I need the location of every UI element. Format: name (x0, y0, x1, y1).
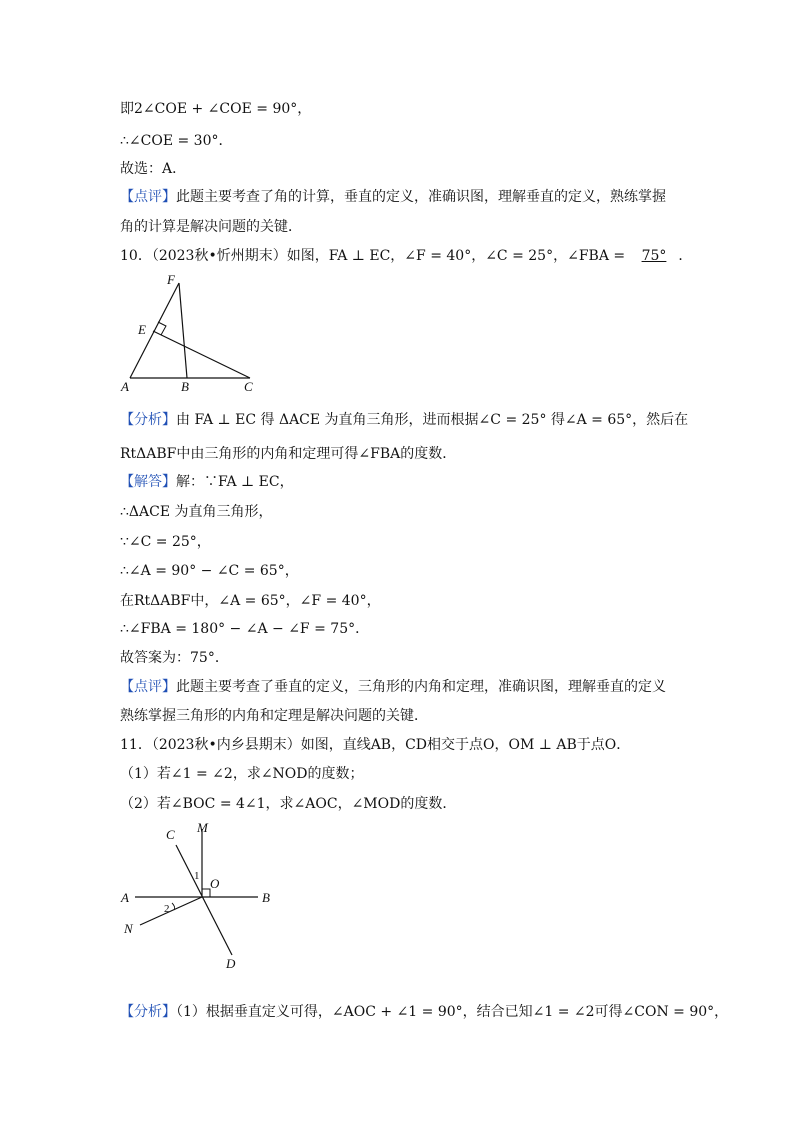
answer-line: 故答案为：75°． (120, 650, 229, 666)
answer-line (120, 472, 294, 492)
text-line: 故选：A． (120, 161, 187, 177)
label-E: E (138, 322, 146, 337)
answer-line: 在RtΔABF中，∠A = 65°，∠F = 40°， (120, 593, 381, 609)
angle-label-2: 2 (164, 903, 170, 915)
analysis-tag: 【分析】 (120, 1004, 176, 1020)
answer-blank: 75° (641, 248, 667, 264)
question-11-part2: （2）若∠BOC = 4∠1，求∠AOC，∠MOD的度数． (120, 796, 457, 812)
analysis-line (120, 410, 688, 430)
review-line (120, 187, 666, 207)
review-line: 熟练掌握三角形的内角和定理是解决问题的关键． (120, 708, 428, 724)
analysis-line: RtΔABF中由三角形的内角和定理可得∠FBA的度数． (120, 446, 457, 462)
answer-line: ∴ΔACE 为直角三角形， (120, 504, 273, 520)
figure-triangle (110, 270, 270, 395)
analysis-tag: 【分析】 (120, 412, 176, 428)
label-C: C (166, 827, 175, 842)
answer-tag: 【解答】 (120, 474, 176, 490)
analysis-line (120, 1002, 728, 1022)
review-tag: 【点评】 (120, 189, 176, 205)
answer-line: ∵∠C = 25°， (120, 534, 211, 550)
label-D: D (226, 956, 236, 971)
answer-line: ∴∠A = 90° − ∠C = 65°， (120, 563, 299, 579)
review-line (120, 677, 666, 697)
label-B: B (181, 379, 189, 394)
label-F: F (167, 272, 175, 287)
question-11-stem: 11．（2023秋•内乡县期末）如图，直线AB，CD相交于点O，OM ⊥ AB于点O． (120, 737, 631, 753)
answer-line: ∴∠FBA = 180° − ∠A − ∠F = 75°． (120, 621, 370, 637)
review-text: 此题主要考查了垂直的定义，三角形的内角和定理，准确识图，理解垂直的定义 (176, 679, 666, 695)
figure-intersecting-lines (110, 815, 290, 975)
text-line: ∴∠COE = 30°． (120, 133, 233, 149)
stem-end: ． (678, 248, 693, 264)
review-tag: 【点评】 (120, 679, 176, 695)
label-N: N (124, 921, 133, 936)
answer-text: 解：∵FA ⊥ EC， (176, 474, 294, 490)
label-O: O (210, 876, 220, 891)
analysis-text: 由 FA ⊥ EC 得 ΔACE 为直角三角形，进而根据∠C = 25° 得∠A = 65°，然后在 (176, 412, 689, 428)
label-B: B (262, 890, 270, 905)
label-M: M (197, 820, 208, 835)
angle-label-1: 1 (194, 870, 200, 882)
analysis-text: （1）根据垂直定义可得，∠AOC + ∠1 = 90°，结合已知∠1 = ∠2可得∠CON = 90°， (176, 1004, 729, 1020)
text-line: 即2∠COE + ∠COE = 90°， (120, 101, 312, 117)
question-11-part1: （1）若∠1 = ∠2，求∠NOD的度数； (120, 766, 364, 782)
stem-text: 10．（2023秋•忻州期末）如图，FA ⊥ EC，∠F = 40°，∠C = 25°，∠FBA = (120, 248, 626, 264)
label-C: C (244, 379, 253, 394)
review-text: 此题主要考查了角的计算，垂直的定义，准确识图，理解垂直的定义，熟练掌握 (176, 189, 666, 205)
text-line: 角的计算是解决问题的关键． (120, 219, 302, 235)
label-A: A (121, 379, 129, 394)
label-A: A (121, 890, 129, 905)
question-10-stem (120, 246, 692, 266)
